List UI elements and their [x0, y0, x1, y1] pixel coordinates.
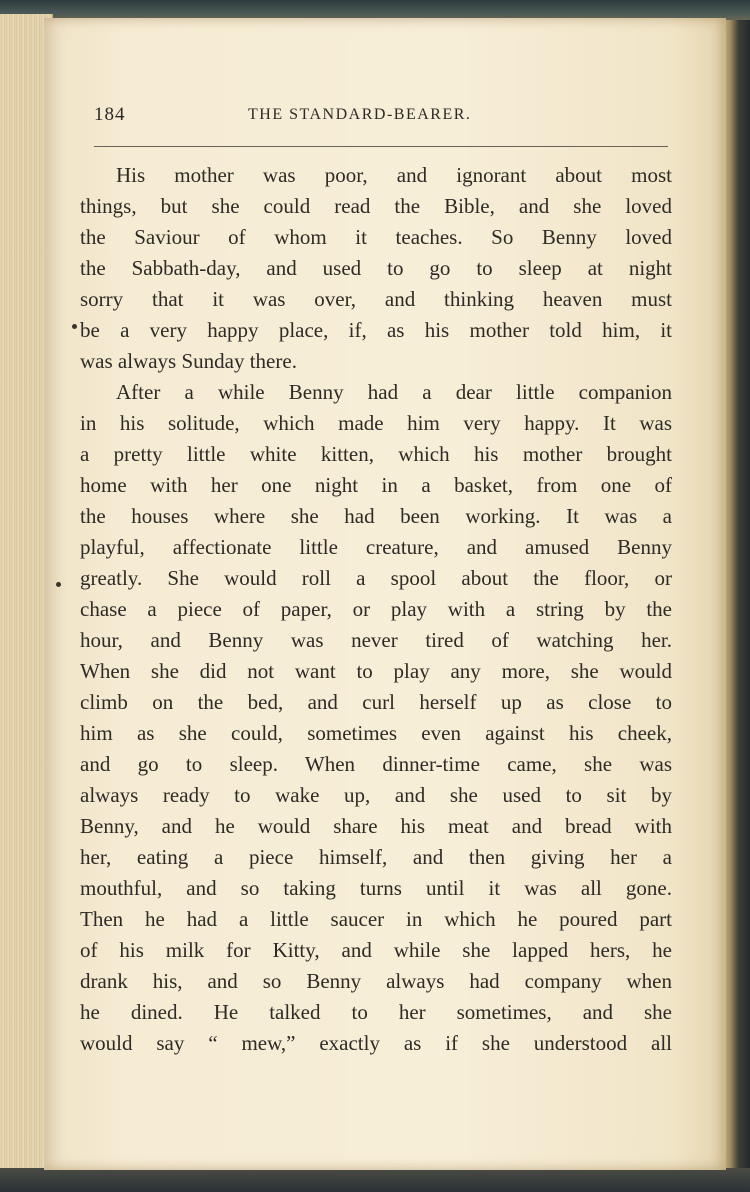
text-line: be a very happy place, if, as his mother told him, it: [80, 318, 672, 342]
text-line: of his milk for Kitty, and while she lapped hers, he: [80, 938, 672, 962]
text-line: His mother was poor, and ignorant about most: [116, 163, 672, 187]
text-line: was always Sunday there.: [80, 349, 297, 373]
text-line: things, but she could read the Bible, and she loved: [80, 194, 672, 218]
text-line: sorry that it was over, and thinking heaven must: [80, 287, 672, 311]
text-line: chase a piece of paper, or play with a string by the: [80, 597, 672, 621]
text-line: the Saviour of whom it teaches. So Benny loved: [80, 225, 672, 249]
text-line: playful, affectionate little creature, and amused Benny: [80, 535, 672, 559]
text-line: her, eating a piece himself, and then giving her a: [80, 845, 672, 869]
page-header: [94, 104, 670, 130]
text-line: Benny, and he would share his meat and bread with: [80, 814, 672, 838]
text-line: climb on the bed, and curl herself up as close to: [80, 690, 672, 714]
text-line: the houses where she had been working. It was a: [80, 504, 672, 528]
text-line: and go to sleep. When dinner-time came, she was: [80, 752, 672, 776]
header-rule: [94, 146, 668, 147]
margin-mark: [56, 582, 61, 587]
text-line: When she did not want to play any more, she would: [80, 659, 672, 683]
text-line: drank his, and so Benny always had company when: [80, 969, 672, 993]
text-line: him as she could, sometimes even against his cheek,: [80, 721, 672, 745]
text-line: After a while Benny had a dear little companion: [116, 380, 672, 404]
margin-mark: [72, 324, 77, 329]
text-line: in his solitude, which made him very happy. It was: [80, 411, 672, 435]
text-line: home with her one night in a basket, from one of: [80, 473, 672, 497]
text-line: Then he had a little saucer in which he poured part: [80, 907, 672, 931]
text-line: greatly. She would roll a spool about the floor, or: [80, 566, 672, 590]
text-line: mouthful, and so taking turns until it was all gone.: [80, 876, 672, 900]
text-line: always ready to wake up, and she used to sit by: [80, 783, 672, 807]
text-line: he dined. He talked to her sometimes, and she: [80, 1000, 672, 1024]
text-line: a pretty little white kitten, which his mother brought: [80, 442, 672, 466]
page-number: 184: [94, 104, 126, 125]
book-right-edge: [722, 20, 750, 1170]
text-line: hour, and Benny was never tired of watching her.: [80, 628, 672, 652]
text-line: the Sabbath-day, and used to go to sleep at night: [80, 256, 672, 280]
running-title: THE STANDARD-BEARER.: [248, 106, 472, 123]
text-line: would say “ mew,” exactly as if she understood all: [80, 1031, 672, 1055]
book-bottom-edge: [0, 1168, 750, 1192]
